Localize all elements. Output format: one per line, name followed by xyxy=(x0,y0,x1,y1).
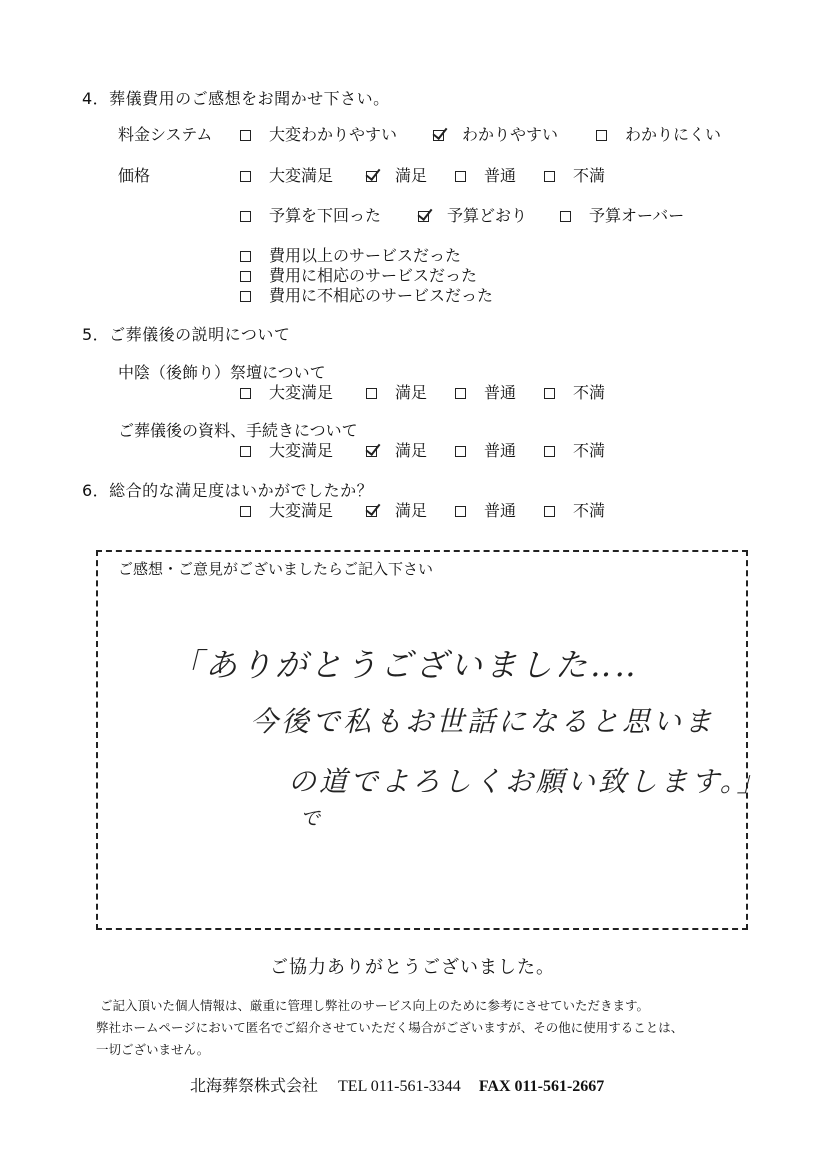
handwritten-line-1: 「ありがとうございました‥‥ xyxy=(170,646,639,684)
checkbox[interactable] xyxy=(366,388,377,399)
checkbox-checked[interactable] xyxy=(433,130,444,141)
budget-option-under[interactable]: 予算を下回った xyxy=(240,203,381,226)
handwritten-correction: で xyxy=(300,806,323,830)
checkbox[interactable] xyxy=(455,388,466,399)
company-name: 北海葬祭株式会社 xyxy=(190,1078,319,1095)
checkbox[interactable] xyxy=(240,171,251,182)
price-option-dissatisfied[interactable]: 不満 xyxy=(544,163,605,186)
documents-option-normal[interactable]: 普通 xyxy=(455,438,516,461)
checkbox[interactable] xyxy=(544,171,555,182)
checkbox[interactable] xyxy=(596,130,607,141)
overall-option-normal[interactable]: 普通 xyxy=(455,498,516,521)
question-4-title: 4．葬儀費用のご感想をお聞かせ下さい。 xyxy=(82,89,390,108)
fax-number: FAX 011-561-2667 xyxy=(478,1078,605,1095)
price-system-label: 料金システム xyxy=(118,125,213,144)
documents-option-dissatisfied[interactable]: 不満 xyxy=(544,438,605,461)
handwritten-line-2: 今後で私もお世話になると思いま xyxy=(250,705,716,738)
checkbox[interactable] xyxy=(455,506,466,517)
checkbox[interactable] xyxy=(455,171,466,182)
question-5-title: 5．ご葬儀後の説明について xyxy=(82,325,291,344)
checkbox[interactable] xyxy=(240,446,251,457)
checkbox[interactable] xyxy=(240,506,251,517)
checkbox-checked[interactable] xyxy=(366,446,377,457)
service-option-above-cost[interactable]: 費用以上のサービスだった xyxy=(240,243,461,266)
footer xyxy=(190,1073,604,1096)
checkbox[interactable] xyxy=(240,388,251,399)
checkbox[interactable] xyxy=(544,506,555,517)
privacy-notice-line-3: 一切ございません。 xyxy=(96,1042,210,1057)
overall-option-satisfied[interactable]: 満足 xyxy=(366,498,427,521)
checkbox-checked[interactable] xyxy=(366,506,377,517)
checkbox[interactable] xyxy=(560,211,571,222)
overall-option-dissatisfied[interactable]: 不満 xyxy=(544,498,605,521)
handwritten-line-3: の道でよろしくお願い致します。」 xyxy=(288,765,768,798)
privacy-notice-line-2: 弊社ホームページにおいて匿名でご紹介させていただく場合がございますが、その他に使用することは、 xyxy=(96,1020,684,1035)
documents-label: ご葬儀後の資料、手続きについて xyxy=(118,421,358,440)
service-option-fair[interactable]: 費用に相応のサービスだった xyxy=(240,263,477,286)
overall-option-very-satisfied[interactable]: 大変満足 xyxy=(240,498,333,521)
price-option-satisfied[interactable]: 満足 xyxy=(366,163,427,186)
documents-option-very-satisfied[interactable]: 大変満足 xyxy=(240,438,333,461)
altar-label: 中陰（後飾り）祭壇について xyxy=(118,363,326,382)
checkbox-checked[interactable] xyxy=(418,211,429,222)
price-option-normal[interactable]: 普通 xyxy=(455,163,516,186)
question-6-title: 6．総合的な満足度はいかがでしたか？ xyxy=(82,481,374,500)
checkbox[interactable] xyxy=(544,388,555,399)
altar-option-dissatisfied[interactable]: 不満 xyxy=(544,380,605,403)
price-label: 価格 xyxy=(118,166,151,185)
system-option-clear[interactable]: わかりやすい xyxy=(433,122,558,145)
checkbox[interactable] xyxy=(240,271,251,282)
comment-box[interactable] xyxy=(96,550,748,930)
tel-number: TEL 011-561-3344 xyxy=(338,1078,461,1095)
altar-option-normal[interactable]: 普通 xyxy=(455,380,516,403)
documents-option-satisfied[interactable]: 満足 xyxy=(366,438,427,461)
checkbox[interactable] xyxy=(240,291,251,302)
checkbox[interactable] xyxy=(240,130,251,141)
checkbox[interactable] xyxy=(240,251,251,262)
thanks-message: ご協力ありがとうございました。 xyxy=(270,957,555,978)
budget-option-as-planned[interactable]: 予算どおり xyxy=(418,203,527,226)
checkbox[interactable] xyxy=(544,446,555,457)
system-option-very-clear[interactable]: 大変わかりやすい xyxy=(240,122,397,145)
checkbox[interactable] xyxy=(455,446,466,457)
system-option-unclear[interactable]: わかりにくい xyxy=(596,122,721,145)
altar-option-satisfied[interactable]: 満足 xyxy=(366,380,427,403)
service-option-unfair[interactable]: 費用に不相応のサービスだった xyxy=(240,283,493,306)
budget-option-over[interactable]: 予算オーバー xyxy=(560,203,684,226)
price-option-very-satisfied[interactable]: 大変満足 xyxy=(240,163,333,186)
checkbox[interactable] xyxy=(240,211,251,222)
comment-label: ご感想・ご意見がございましたらご記入下さい xyxy=(118,560,434,578)
privacy-notice-line-1: ご記入頂いた個人情報は、厳重に管理し弊社のサービス向上のために参考にさせていただきます。 xyxy=(100,998,650,1013)
checkbox-checked[interactable] xyxy=(366,171,377,182)
altar-option-very-satisfied[interactable]: 大変満足 xyxy=(240,380,333,403)
